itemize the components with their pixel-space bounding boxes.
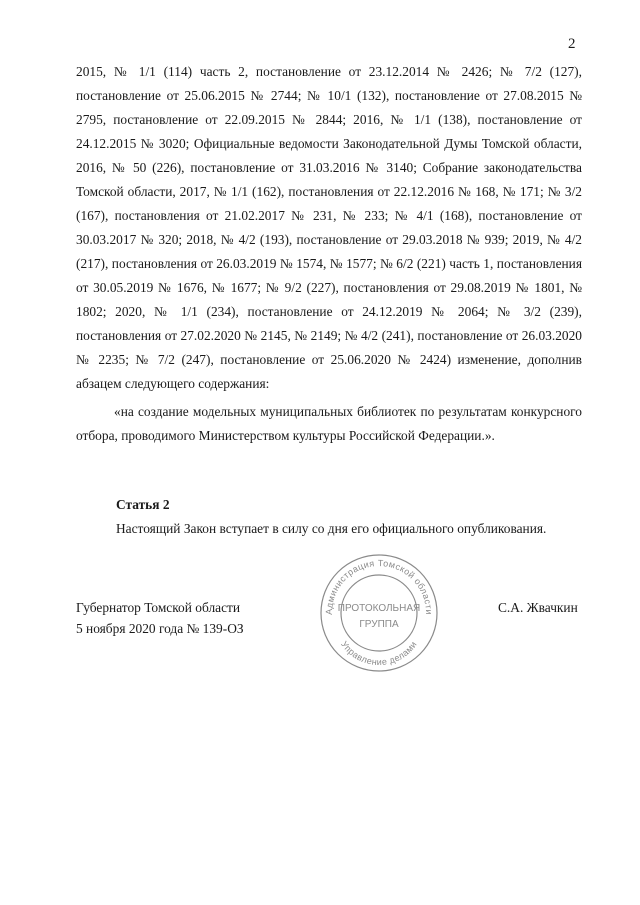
stamp-inner-line-1: ПРОТОКОЛЬНАЯ bbox=[337, 603, 421, 614]
stamp-inner-line-2: ГРУППА bbox=[359, 619, 399, 630]
official-stamp bbox=[318, 552, 440, 674]
article-body: Настоящий Закон вступает в силу со дня его официального опубликования. bbox=[116, 521, 547, 536]
inserted-paragraph: «на создание модельных муниципальных библиотек по результатам конкурсного отбора, проводимого Министерством культуры Российской Федерации.». bbox=[76, 404, 582, 443]
law-date-number: 5 ноября 2020 года № 139-ОЗ bbox=[76, 621, 244, 636]
article-heading: Статья 2 bbox=[116, 497, 170, 512]
signatory-name: С.А. Жвачкин bbox=[498, 600, 578, 615]
main-paragraph: 2015, № 1/1 (114) часть 2, постановление от 23.12.2014 № 2426; № 7/2 (127), постановление от 25.06.2015 № 2744; № 10/1 (132), постановление от 27.08.2015 № 2795, постановление от 22.09.2015 № 2844; 2016, № 1/1 (138), постановление от 24.12.2015 № 3020; Официальные ведомости Законодательной Думы Томской области, 2016, № 50 (226), постановление от 31.03.2016 № 3140; Собрание законодательства Томской области, 2017, № 1/1 (162), постановления от 22.12.2016 № 168, № 171; № 3/2 (167), постановления от 21.02.2017 № 231, № 233; № 4/1 (168), постановление от 30.03.2017 № 320; 2018, № 4/2 (193), постановление от 29.03.2018 № 939; 2019, № 4/2 (217), постановления от 26.03.2019 № 1574, № 1577; № 6/2 (221) часть 1, постановления от 30.05.2019 № 1676, № 1677; № 9/2 (227), постановления от 29.08.2019 № 1801, № 1802; 2020, № 1/1 (234), постановление от 24.12.2019 № 2064; № 3/2 (239), постановления от 27.02.2020 № 2145, № 2149; № 4/2 (241), постановление от 26.03.2020 № 2235; № 7/2 (247), постановление от 25.06.2020 № 2424) изменение, дополнив абзацем следующего содержания: bbox=[76, 64, 582, 391]
svg-text:Управление делами bbox=[339, 639, 419, 667]
stamp-outer-text-top: Администрация Томской области bbox=[323, 557, 435, 615]
page-number: 2 bbox=[568, 36, 576, 52]
stamp-outer-text-bottom: Управление делами bbox=[339, 639, 419, 668]
governor-title: Губернатор Томской области bbox=[76, 600, 241, 615]
